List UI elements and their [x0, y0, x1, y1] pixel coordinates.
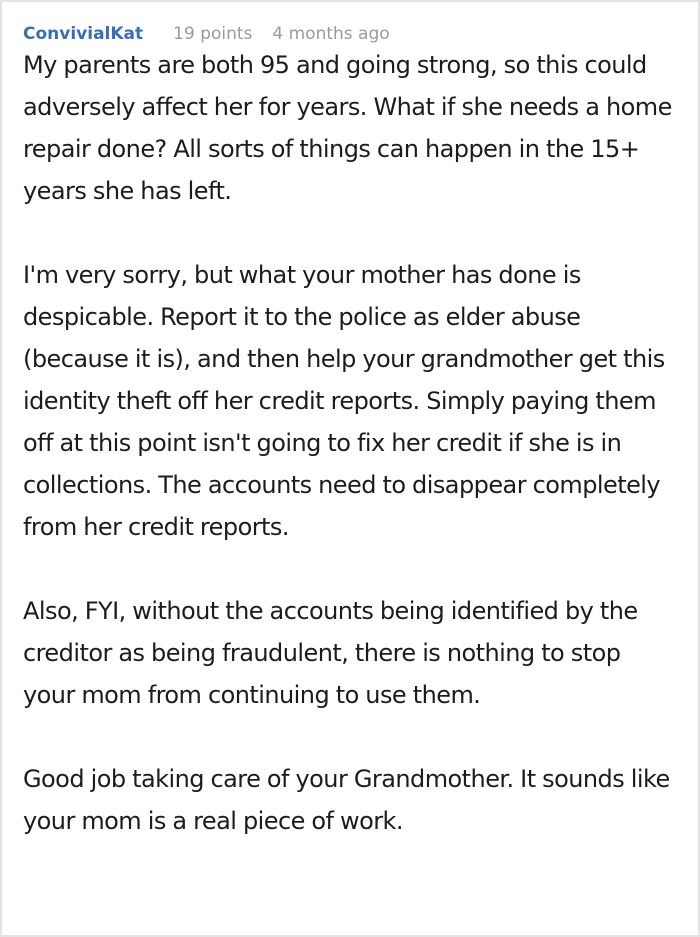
- points-count: 19 points: [173, 24, 253, 44]
- comment-paragraph: I'm very sorry, but what your mother has done is despicable. Report it to the police as elder abuse (because it is), and then help your grandmother get this identity theft off her credit reports. Simply paying them off at this point isn't going to fix her credit if she is in collections. The accounts need to disappear completely from her credit reports.: [23, 261, 665, 541]
- comment-paragraph: Also, FYI, without the accounts being identified by the creditor as being fraudulent, there is nothing to stop your mom from continuing to use them.: [23, 597, 638, 709]
- comment-body: [23, 44, 676, 842]
- comment-header: [23, 2, 676, 49]
- comment-paragraph: My parents are both 95 and going strong, so this could adversely affect her for years. What if she needs a home repair done? All sorts of things can happen in the 15+ years she has left.: [23, 51, 672, 205]
- timestamp[interactable]: 4 months ago: [272, 24, 390, 44]
- comment-paragraph: Good job taking care of your Grandmother. It sounds like your mom is a real piece of work.: [23, 765, 670, 835]
- username-link[interactable]: ConvivialKat: [23, 24, 144, 44]
